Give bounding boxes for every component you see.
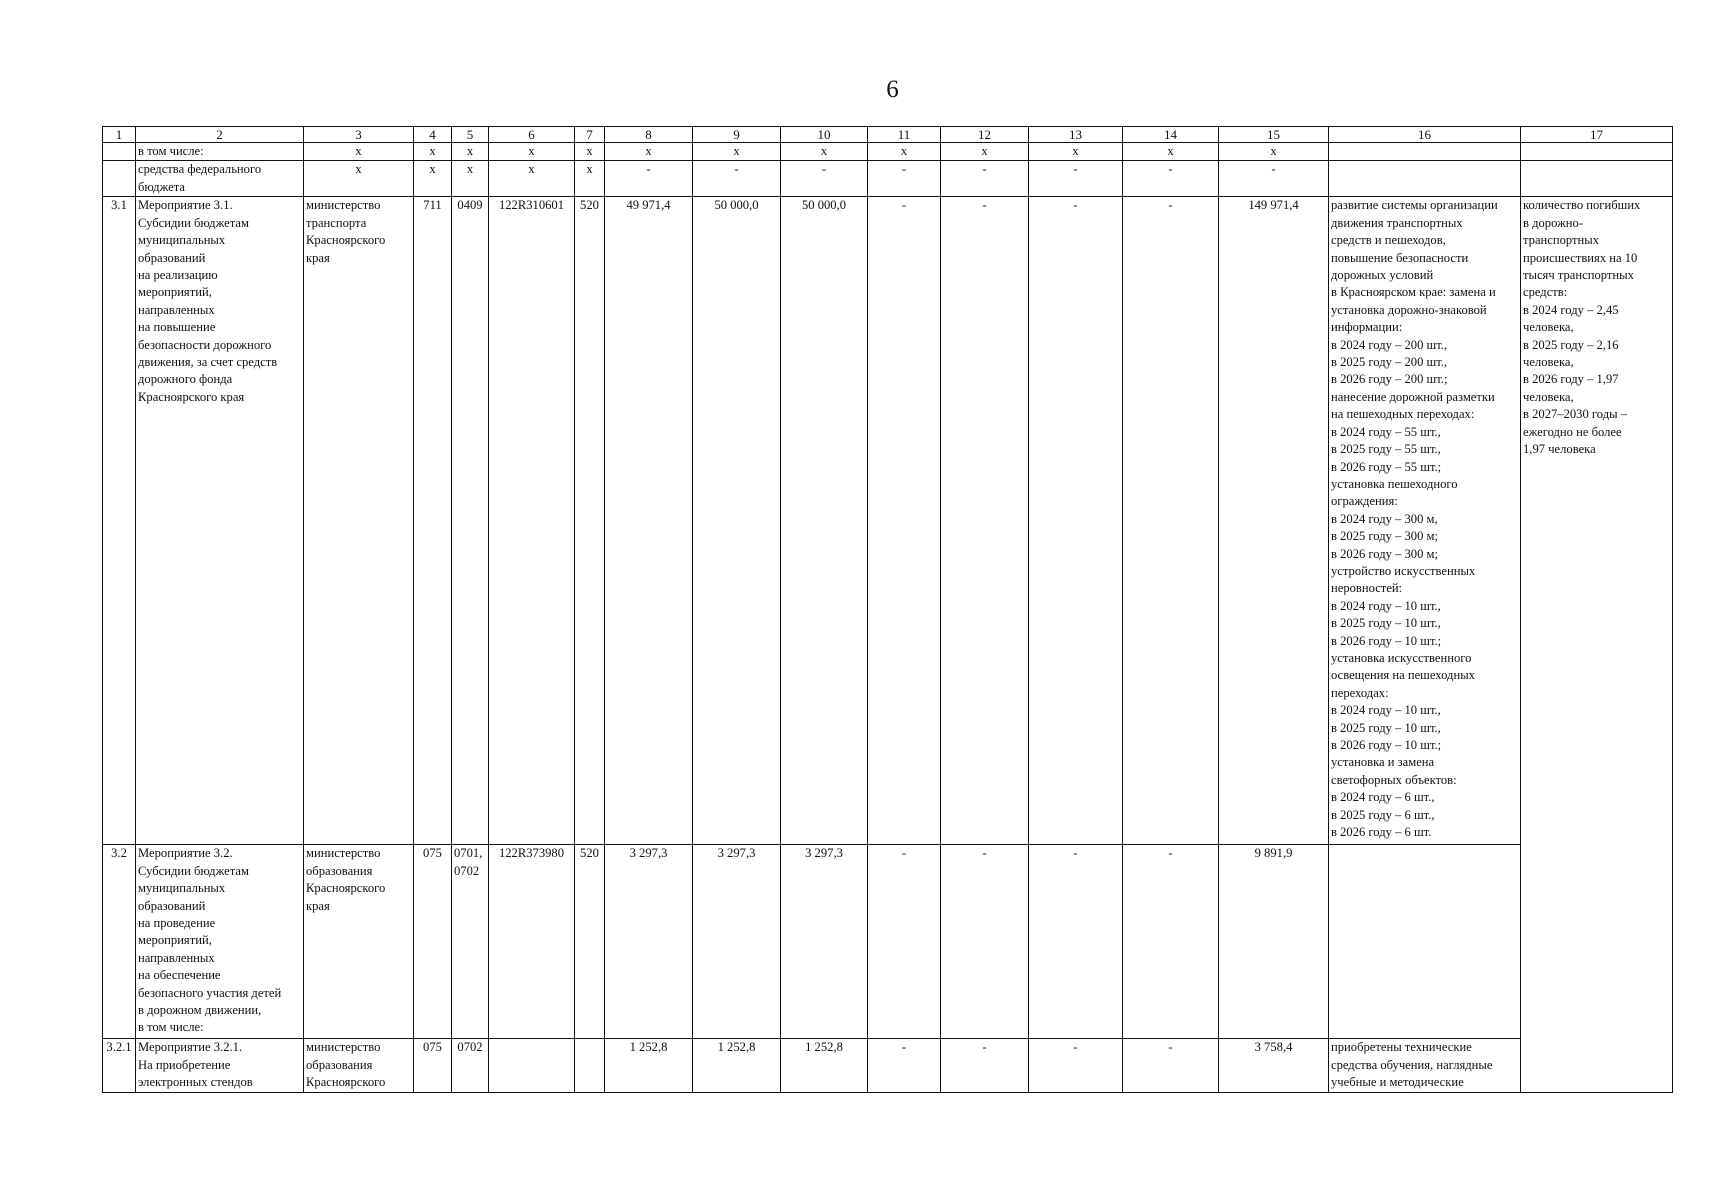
- expected-result: [1329, 845, 1521, 1039]
- table-cell: -: [1123, 161, 1219, 197]
- amount-total: 149 971,4: [1219, 197, 1329, 845]
- measure-name: Мероприятие 3.2. Субсидии бюджетам муниципальных образований на проведение мероприятий, направленных на обеспечение безопасного участия детей в дорожном движении, в том числе:: [136, 845, 304, 1039]
- program-measures-table: [102, 126, 1673, 1093]
- table-cell: x: [414, 143, 452, 161]
- grbs-code: 711: [414, 197, 452, 845]
- executor: министерство образования Красноярского: [304, 1039, 414, 1092]
- table-cell: -: [1123, 845, 1219, 1039]
- row-number: 3.1: [103, 197, 136, 845]
- row-label: средства федерального бюджета: [136, 161, 304, 197]
- rzpr-code: 0409: [452, 197, 489, 845]
- table-cell: -: [605, 161, 693, 197]
- table-row-3-2: [103, 845, 1673, 1039]
- amount-total: 9 891,9: [1219, 845, 1329, 1039]
- table-cell: x: [575, 143, 605, 161]
- amount-2024: 3 297,3: [605, 845, 693, 1039]
- col-header-10: 10: [781, 127, 868, 143]
- table-cell: x: [414, 161, 452, 197]
- col-header-4: 4: [414, 127, 452, 143]
- table-cell: x: [605, 143, 693, 161]
- table-cell: x: [452, 143, 489, 161]
- table-cell: -: [1123, 197, 1219, 845]
- col-header-9: 9: [693, 127, 781, 143]
- col-header-15: 15: [1219, 127, 1329, 143]
- target-indicator: количество погибших в дорожно- транспортных происшествиях на 10 тысяч транспортных средств: в 2024 году – 2,45 человека, в 2025 году – 2,16 человека, в 2026 году – 1,97 человека, в 2027–2030 годы – ежегодно не более 1,97 человека: [1521, 197, 1673, 1092]
- amount-2025: 3 297,3: [693, 845, 781, 1039]
- col-header-11: 11: [868, 127, 941, 143]
- table-cell: x: [1123, 143, 1219, 161]
- rzpr-code: 0702: [452, 1039, 489, 1092]
- expected-result: приобретены технические средства обучения, наглядные учебные и методические: [1329, 1039, 1521, 1092]
- amount-2025: 50 000,0: [693, 197, 781, 845]
- page-number: 6: [886, 76, 899, 103]
- expected-result: развитие системы организации движения транспортных средств и пешеходов, повышение безопасности дорожных условий в Красноярском крае: замена и установка дорожно-знаковой информации: в 2024 году – 200 шт., в 2025 году – 200 шт., в 2026 году – 200 шт.; нанесение дорожной разметки на пешеходных переходах: в 2024 году – 55 шт., в 2025 году – 55 шт., в 2026 году – 55 шт.; установка пешеходного ограждения: в 2024 году – 300 м, в 2025 году – 300 м; в 2026 году – 300 м; устройство искусственных неровностей: в 2024 году – 10 шт., в 2025 году – 10 шт., в 2026 году – 10 шт.; установка искусственного освещения на пешеходных переходах: в 2024 году – 10 шт., в 2025 году – 10 шт., в 2026 году – 10 шт.; установка и замена светофорных объектов: в 2024 году – 6 шт., в 2025 году – 6 шт., в 2026 году – 6 шт.: [1329, 197, 1521, 845]
- amount-2026: 3 297,3: [781, 845, 868, 1039]
- col-header-13: 13: [1029, 127, 1123, 143]
- federal-budget-row: [103, 161, 1673, 197]
- col-header-8: 8: [605, 127, 693, 143]
- executor: министерство транспорта Красноярского края: [304, 197, 414, 845]
- table-cell: -: [941, 161, 1029, 197]
- col-header-5: 5: [452, 127, 489, 143]
- row-number: 3.2.1: [103, 1039, 136, 1092]
- grbs-code: 075: [414, 1039, 452, 1092]
- table-cell: x: [781, 143, 868, 161]
- table-cell: -: [941, 845, 1029, 1039]
- executor: министерство образования Красноярского края: [304, 845, 414, 1039]
- col-header-14: 14: [1123, 127, 1219, 143]
- table-cell: x: [1219, 143, 1329, 161]
- table-cell: x: [452, 161, 489, 197]
- amount-2026: 50 000,0: [781, 197, 868, 845]
- table-row-3-2-1: [103, 1039, 1673, 1092]
- table-cell: x: [489, 161, 575, 197]
- table-cell: x: [941, 143, 1029, 161]
- table-cell: -: [1219, 161, 1329, 197]
- table-cell: -: [693, 161, 781, 197]
- grbs-code: 075: [414, 845, 452, 1039]
- col-header-12: 12: [941, 127, 1029, 143]
- table-cell: -: [1029, 197, 1123, 845]
- table-cell: -: [868, 161, 941, 197]
- column-number-row: [103, 127, 1673, 143]
- table-cell: x: [575, 161, 605, 197]
- col-header-2: 2: [136, 127, 304, 143]
- col-header-17: 17: [1521, 127, 1673, 143]
- table-cell: x: [304, 161, 414, 197]
- table-cell: x: [1029, 143, 1123, 161]
- row-label: в том числе:: [136, 143, 304, 161]
- table-cell: -: [868, 845, 941, 1039]
- csr-code: 122R310601: [489, 197, 575, 845]
- table-cell: -: [1123, 1039, 1219, 1092]
- table-cell: -: [868, 197, 941, 845]
- rzpr-code: 0701, 0702: [452, 845, 489, 1039]
- table-cell: -: [1029, 845, 1123, 1039]
- table-cell: -: [941, 197, 1029, 845]
- amount-2025: 1 252,8: [693, 1039, 781, 1092]
- vr-code: 520: [575, 845, 605, 1039]
- table-row-3-1: [103, 197, 1673, 845]
- col-header-7: 7: [575, 127, 605, 143]
- col-header-3: 3: [304, 127, 414, 143]
- table-cell: -: [1029, 1039, 1123, 1092]
- table-cell: -: [941, 1039, 1029, 1092]
- table-cell: -: [1029, 161, 1123, 197]
- table-cell: x: [693, 143, 781, 161]
- table-cell: -: [868, 1039, 941, 1092]
- table-cell: x: [489, 143, 575, 161]
- row-number: 3.2: [103, 845, 136, 1039]
- vr-code: [575, 1039, 605, 1092]
- csr-code: [489, 1039, 575, 1092]
- amount-total: 3 758,4: [1219, 1039, 1329, 1092]
- col-header-16: 16: [1329, 127, 1521, 143]
- measure-name: Мероприятие 3.2.1. На приобретение электронных стендов: [136, 1039, 304, 1092]
- including-row: [103, 143, 1673, 161]
- table-cell: -: [781, 161, 868, 197]
- measure-name: Мероприятие 3.1. Субсидии бюджетам муниципальных образований на реализацию мероприятий, направленных на повышение безопасности дорожного движения, за счет средств дорожного фонда Красноярского края: [136, 197, 304, 845]
- col-header-6: 6: [489, 127, 575, 143]
- amount-2024: 49 971,4: [605, 197, 693, 845]
- csr-code: 122R373980: [489, 845, 575, 1039]
- table-cell: x: [868, 143, 941, 161]
- col-header-1: 1: [103, 127, 136, 143]
- vr-code: 520: [575, 197, 605, 845]
- amount-2026: 1 252,8: [781, 1039, 868, 1092]
- table-cell: x: [304, 143, 414, 161]
- amount-2024: 1 252,8: [605, 1039, 693, 1092]
